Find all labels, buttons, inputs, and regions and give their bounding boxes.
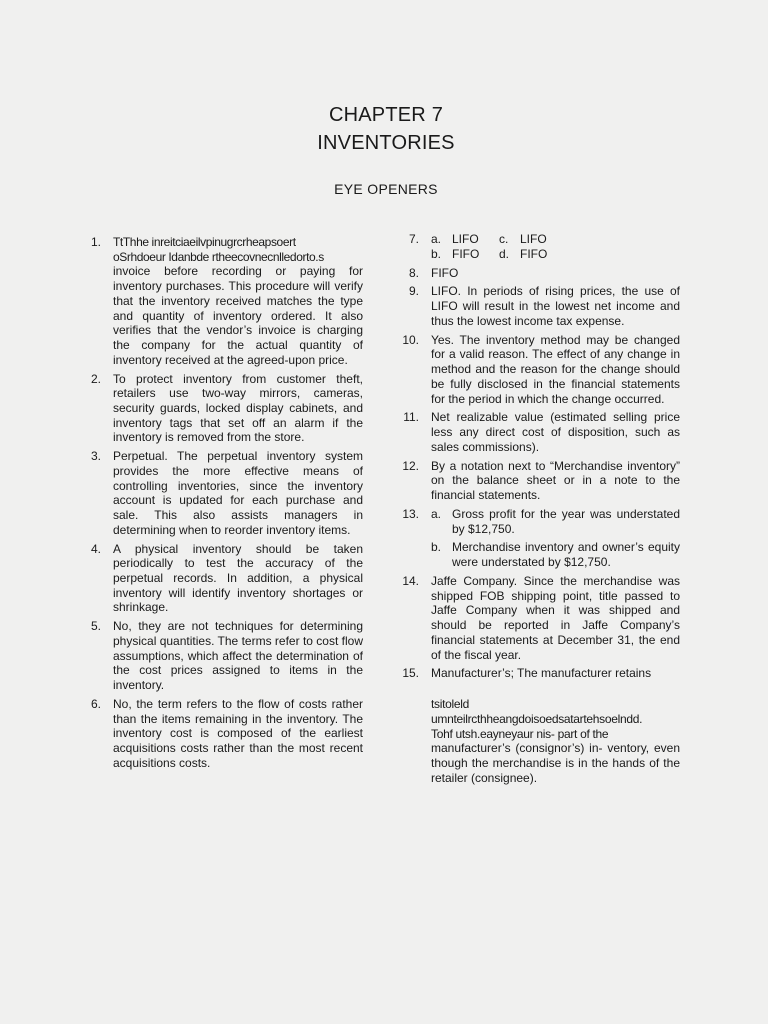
garbled-text-line: Tohf utsh.eayneyaur nis- part of the — [431, 726, 609, 741]
item-number: 9. — [408, 284, 419, 299]
garbled-text-line: TtThhe inreitciaeilvpinugrcrheapsoert — [113, 235, 296, 249]
item-number: 5. — [91, 619, 102, 634]
method-grid — [431, 232, 680, 261]
garbled-text-line: umnteilrcthheangdoisoedsatartehsoelndd. — [431, 711, 643, 726]
item-text: manufacturer’s (consignor’s) in- ventory, even though the merchandise is in the hands of the retailer (consignee). — [431, 741, 680, 785]
item-number: 3. — [91, 449, 102, 464]
item-text: A physical inventory should be taken periodically to test the accuracy of the perpetual records. In addition, a physical inventory will identify inventory shortages or shrinkage. — [113, 541, 363, 615]
item-text: invoice before recording or paying for inventory purchases. This procedure will verify that the inventory received matches the type and quantity of inventory ordered. It also verifies that the vendor’s invoice is charging the company for the actual quantity of inventory received at the agreed-upon price. — [113, 264, 363, 367]
right-column — [402, 232, 680, 790]
item-number: 12. — [402, 458, 419, 473]
chapter-title: INVENTORIES — [317, 132, 455, 154]
item-text: FIFO — [431, 265, 459, 280]
answer-item-15 — [402, 666, 680, 785]
answer-item-3 — [91, 449, 363, 537]
garbled-text-line: tsitoleld — [431, 697, 469, 712]
item-number: 6. — [91, 697, 102, 712]
section-subtitle: EYE OPENERS — [334, 181, 438, 197]
sub-value: FIFO — [452, 246, 480, 261]
item-number: 14. — [402, 574, 419, 589]
item-text: Manufacturer’s; The manufacturer retains — [431, 666, 652, 681]
item-number: 13. — [402, 507, 419, 522]
item-text: No, they are not techniques for determining physical quantities. The terms refer to cost flow assumptions, which affect the determination of the cost prices assigned to items in the inventory. — [113, 619, 363, 693]
sub-label: a. — [431, 507, 442, 522]
item-number: 15. — [402, 666, 419, 681]
item-number: 1. — [91, 235, 102, 249]
answer-item-7 — [402, 232, 680, 261]
item-number: 11. — [403, 410, 419, 425]
answer-item-13 — [402, 507, 680, 570]
sub-value: FIFO — [520, 246, 548, 261]
sub-label: b. — [431, 246, 442, 261]
garbled-text-line: oSrhdoeur Idanbde rtheecovnecnlledorto.s — [113, 249, 324, 264]
answer-item-12 — [402, 459, 680, 503]
item-number: 2. — [91, 371, 102, 386]
sub-text: Gross profit for the year was understated by $12,750. — [452, 507, 680, 536]
item-text: No, the term refers to the flow of costs rather than the items remaining in the inventory. The inventory cost is composed of the earliest acquisitions costs rather than the most recent acquisitions costs. — [113, 697, 363, 770]
answer-item-8 — [402, 266, 680, 281]
sub-label: a. — [431, 232, 442, 246]
sub-value: LIFO — [452, 232, 479, 246]
item-text: Net realizable value (estimated selling price less any direct cost of disposition, such as sales commissions). — [431, 410, 680, 454]
sub-item-b — [431, 540, 680, 569]
answer-item-1 — [91, 235, 363, 367]
sub-label: b. — [431, 540, 442, 555]
answer-item-10 — [402, 333, 680, 407]
item-number: 4. — [91, 541, 102, 556]
sub-value: LIFO — [520, 232, 547, 246]
answer-item-2 — [91, 372, 363, 446]
item-text: To protect inventory from customer theft, retailers use two-way mirrors, cameras, security guards, locked display cabinets, and inventory tags that set off an alarm if the inventory is removed from the store. — [113, 371, 363, 445]
item-text: Perpetual. The perpetual inventory system provides the more effective means of controlling inventories, since the inventory account is updated for each purchase and sale. This also assists managers in determining when to reorder inventory items. — [113, 449, 363, 537]
sub-item-a — [431, 507, 680, 536]
item-number: 8. — [408, 265, 419, 280]
sub-label: c. — [499, 232, 509, 246]
answer-item-14 — [402, 574, 680, 662]
item-number: 7. — [408, 232, 419, 246]
answer-item-9 — [402, 284, 680, 328]
item-number: 10. — [402, 332, 419, 347]
item-text: LIFO. In periods of rising prices, the use of LIFO will result in the lowest net income and thus the lowest income tax expense. — [431, 284, 680, 328]
item-text: Yes. The inventory method may be changed for a valid reason. The effect of any change in method and the reason for the change should be fully disclosed in the financial statements for the period in which the change occurred. — [431, 332, 680, 406]
answer-item-11 — [402, 410, 680, 454]
item-text: By a notation next to “Merchandise inventory” on the balance sheet or in a note to the financial statements. — [431, 458, 680, 503]
answer-item-5 — [91, 619, 363, 693]
item-text: Jaffe Company. Since the merchandise was shipped FOB shipping point, title passed to Jaffe Company when it was shipped and should be reported in Jaffe Company’s financial statements at December 31, the end of the fiscal year. — [431, 574, 680, 662]
chapter-number: CHAPTER 7 — [328, 104, 444, 126]
sub-label: d. — [499, 246, 510, 261]
sub-text: Merchandise inventory and owner’s equity were understated by $12,750. — [452, 540, 680, 570]
answer-item-6 — [91, 697, 363, 771]
left-column — [91, 235, 363, 775]
answer-item-4 — [91, 542, 363, 616]
